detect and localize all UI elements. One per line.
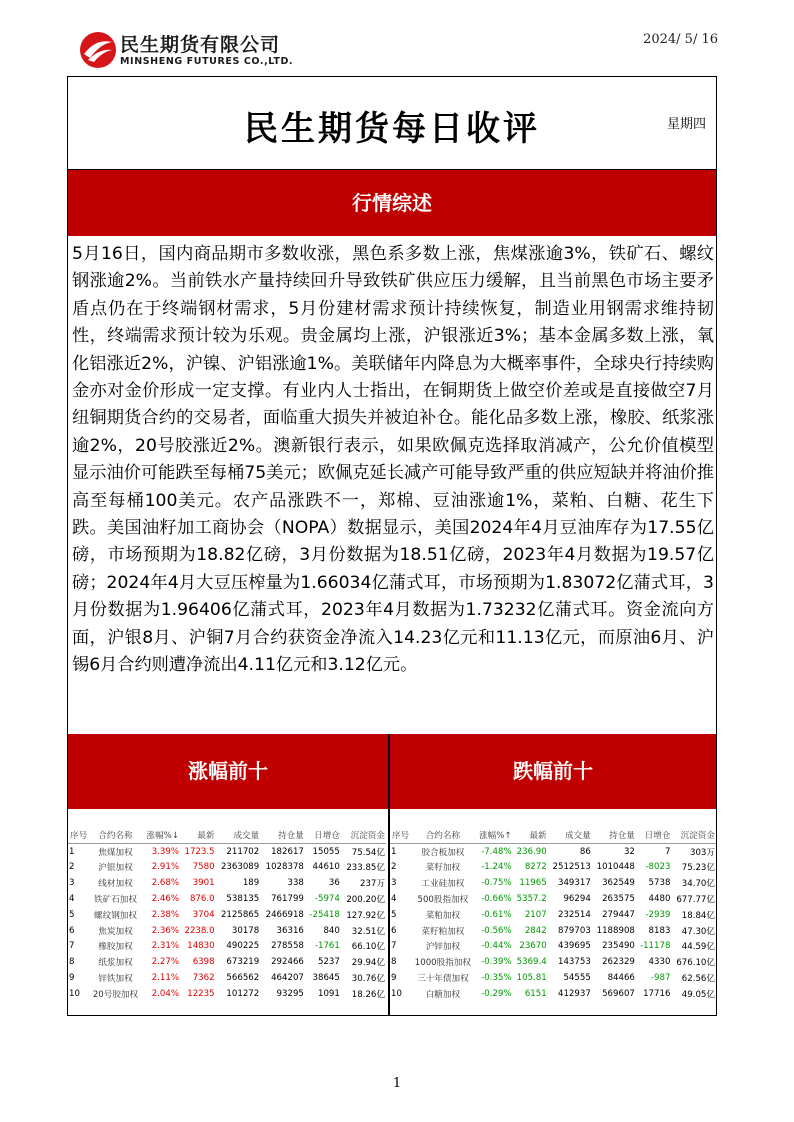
table-cell: 沪锌加权 (425, 942, 461, 953)
table-cell: 75.54亿 (351, 847, 385, 858)
table-row (68, 875, 386, 891)
table-cell: 29.94亿 (351, 958, 385, 969)
table-row (390, 986, 716, 1002)
table-cell: -1.24% (481, 862, 512, 873)
table-cell: 101272 (226, 988, 260, 999)
table-cell: 17716 (643, 988, 671, 999)
table-cell: 3704 (192, 909, 215, 920)
table-cell: 2107 (524, 909, 547, 920)
table-cell: 879703 (558, 925, 591, 936)
table-row (68, 923, 386, 939)
table-cell: 螺纹钢加权 (94, 910, 137, 921)
table-cell: 6151 (524, 988, 547, 999)
table-cell: 263575 (602, 894, 635, 905)
report-date: 2024/ 5/ 16 (643, 32, 718, 47)
column-header: 沉淀资金 (671, 827, 716, 843)
table-cell: 32 (623, 846, 635, 857)
table-row (68, 954, 386, 970)
table-cell: 761799 (271, 894, 304, 905)
table-cell: 8272 (524, 862, 547, 873)
table-cell: 8 (69, 957, 75, 968)
column-header: 涨幅%↑ (475, 827, 513, 843)
table-cell: 10 (69, 988, 80, 999)
column-header: 序号 (68, 827, 89, 843)
table-cell: 75.23亿 (681, 863, 715, 874)
table-cell: 焦煤加权 (98, 847, 133, 858)
table-cell: 538135 (226, 894, 260, 905)
column-header: 日增仓 (305, 827, 341, 843)
table-cell: -8023 (645, 862, 671, 873)
report-title: 民生期货每日收评 (244, 109, 540, 149)
company-name-cn: 民生期货有限公司 (120, 34, 281, 56)
table-cell: 237万 (360, 879, 385, 890)
column-header: 成交量 (548, 827, 592, 843)
table-cell: 三十年债加权 (417, 974, 469, 985)
table-cell: 2125865 (220, 909, 260, 920)
column-header: 序号 (390, 827, 411, 843)
table-row (68, 860, 386, 876)
column-header: 成交量 (216, 827, 261, 843)
table-row (390, 875, 716, 891)
table-cell: 236.90 (516, 846, 547, 857)
table-row (390, 939, 716, 955)
table-cell: 5237 (317, 957, 340, 968)
table-cell: 2466918 (265, 909, 304, 920)
title-row (68, 77, 716, 170)
table-cell: 676.10亿 (676, 958, 715, 969)
table-cell: 7 (391, 941, 397, 952)
column-header: 日增仓 (636, 827, 672, 843)
table-cell: 490225 (226, 941, 260, 952)
table-cell: 胶合板加权 (421, 847, 465, 858)
table-cell: -0.44% (481, 941, 512, 952)
table-cell: 7362 (192, 973, 215, 984)
table-row (390, 860, 716, 876)
table-cell: 6 (391, 925, 397, 936)
table-cell: 7 (69, 941, 75, 952)
table-cell: 66.10亿 (351, 942, 385, 953)
table-cell: 349317 (558, 878, 591, 889)
table-cell: 96294 (563, 894, 591, 905)
table-cell: -987 (650, 973, 671, 984)
table-cell: 38645 (312, 973, 340, 984)
table-cell: 8183 (648, 925, 671, 936)
table-cell: 菜籽粕加权 (421, 926, 465, 937)
table-row (68, 986, 386, 1002)
table-row (68, 970, 386, 986)
table-cell: 93295 (276, 988, 304, 999)
table-cell: 20号胶加权 (92, 989, 139, 1000)
table-cell: 18.26亿 (351, 989, 385, 1000)
table-cell: 32.51亿 (351, 926, 385, 937)
table-cell: 49.05亿 (681, 989, 715, 1000)
table-row (390, 843, 716, 859)
table-cell: 白糖加权 (425, 989, 461, 1000)
table-cell: 2 (69, 862, 75, 873)
table-cell: -0.56% (481, 925, 512, 936)
table-cell: 3901 (192, 878, 215, 889)
table-cell: 5369.4 (516, 957, 547, 968)
table-cell: 412937 (558, 988, 591, 999)
table-cell: 30.76亿 (351, 974, 385, 985)
table-row (68, 939, 386, 955)
table-cell: 143753 (558, 957, 591, 968)
table-cell: 200.20亿 (346, 895, 385, 906)
table-row (390, 891, 716, 907)
table-row (390, 954, 716, 970)
table-cell: 44.59亿 (681, 942, 715, 953)
table-cell: 2238.0 (184, 925, 215, 936)
table-cell: 677.77亿 (676, 895, 715, 906)
table-cell: 232514 (558, 909, 591, 920)
gainers-heading: 涨幅前十 (68, 734, 388, 809)
table-cell: 1723.5 (184, 846, 215, 857)
table-row (390, 907, 716, 923)
table-cell: 36316 (276, 925, 304, 936)
table-cell: 566562 (226, 973, 260, 984)
table-cell: -11178 (639, 941, 671, 952)
report-frame (67, 76, 717, 1016)
table-cell: -0.61% (481, 909, 512, 920)
table-cell: 2.11% (151, 973, 180, 984)
table-cell: 2.91% (151, 862, 180, 873)
table-cell: 橡胶加权 (98, 942, 133, 953)
column-header: 最新 (180, 827, 216, 843)
table-cell: 127.92亿 (346, 910, 385, 921)
table-cell: 2842 (524, 925, 547, 936)
overview-heading: 行情综述 (68, 170, 716, 236)
table-cell: 5 (69, 909, 75, 920)
table-cell: 菜粕加权 (425, 910, 461, 921)
column-header: 持仓量 (592, 827, 636, 843)
losers-table (390, 827, 716, 1002)
table-cell: 362549 (602, 878, 635, 889)
table-cell: 14830 (187, 941, 215, 952)
table-cell: 2512513 (552, 862, 591, 873)
table-cell: -0.29% (481, 988, 512, 999)
table-row (68, 891, 386, 907)
table-cell: 3 (69, 878, 75, 889)
table-cell: 569607 (602, 988, 635, 999)
table-cell: 9 (69, 973, 75, 984)
table-cell: -1761 (314, 941, 340, 952)
table-cell: 2.36% (151, 925, 180, 936)
column-header: 持仓量 (260, 827, 305, 843)
table-cell: 6 (69, 925, 75, 936)
table-cell: 62.56亿 (681, 974, 715, 985)
table-cell: 2.04% (151, 988, 180, 999)
table-cell: -0.75% (481, 878, 512, 889)
table-cell: -2939 (645, 909, 671, 920)
table-row (390, 970, 716, 986)
table-cell: 1028378 (265, 862, 304, 873)
table-cell: 233.85亿 (346, 863, 385, 874)
table-cell: 23670 (519, 941, 547, 952)
table-cell: 2.68% (151, 878, 180, 889)
table-cell: 4330 (648, 957, 671, 968)
table-cell: 292466 (271, 957, 304, 968)
table-cell: 5738 (648, 878, 671, 889)
table-cell: 12235 (187, 988, 215, 999)
table-cell: -0.35% (481, 973, 512, 984)
column-header: 沉淀资金 (341, 827, 386, 843)
column-header: 合约名称 (89, 827, 141, 843)
table-cell: 34.70亿 (681, 879, 715, 890)
table-cell: 189 (242, 878, 260, 889)
table-cell: 1000股指加权 (414, 958, 472, 969)
table-cell: 182617 (271, 846, 304, 857)
gainers-table (68, 827, 386, 1002)
table-cell: 54555 (563, 973, 591, 984)
table-cell: 10 (391, 988, 402, 999)
table-cell: 焦炭加权 (98, 926, 133, 937)
table-cell: 44610 (312, 862, 340, 873)
table-row (390, 923, 716, 939)
table-cell: 3 (391, 878, 397, 889)
company-logo (78, 28, 318, 72)
table-cell: 菜籽加权 (425, 863, 461, 874)
table-cell: 2363089 (220, 862, 260, 873)
table-cell: 105.81 (516, 973, 547, 984)
table-cell: 1010448 (596, 862, 635, 873)
table-cell: 18.84亿 (681, 910, 715, 921)
minsheng-logo-icon (78, 30, 118, 70)
table-cell: 5 (391, 909, 397, 920)
column-header: 合约名称 (411, 827, 475, 843)
table-cell: 4480 (648, 894, 671, 905)
table-cell: 876.0 (189, 894, 215, 905)
table-cell: 纸浆加权 (98, 958, 133, 969)
table-cell: 673219 (226, 957, 260, 968)
table-cell: 3.39% (151, 846, 180, 857)
table-cell: 303万 (690, 847, 715, 858)
table-cell: 锌铁加权 (98, 974, 133, 985)
weekday-label: 星期四 (666, 117, 706, 132)
table-cell: 840 (323, 925, 340, 936)
table-cell: 2 (391, 862, 397, 873)
table-cell: 278558 (271, 941, 304, 952)
table-cell: 11965 (519, 878, 547, 889)
table-cell: 4 (391, 894, 397, 905)
table-cell: 2.46% (151, 894, 180, 905)
table-cell: 47.30亿 (681, 926, 715, 937)
table-cell: -0.66% (481, 894, 512, 905)
table-row (68, 843, 386, 859)
table-cell: 262329 (602, 957, 635, 968)
table-cell: 235490 (602, 941, 635, 952)
page-number: 1 (392, 1076, 402, 1091)
table-cell: 工业硅加权 (421, 879, 465, 890)
table-cell: 86 (579, 846, 591, 857)
table-cell: 8 (391, 957, 397, 968)
overview-body: 5月16日，国内商品期市多数收涨，黑色系多数上涨，焦煤涨逾3%，铁矿石、螺纹钢涨逾2%。当前铁水产量持续回升导致铁矿供应压力缓解，且当前黑色市场主要矛盾点仍在于终端钢材需求，5月份建材需求预计持续恢复，制造业用钢需求维持韧性，终端需求预计较为乐观。贵金属均上涨，沪银涨近3%；基本金属多数上涨，氧化铝涨近2%，沪镍、沪铝涨逾1%。美联储年内降息为大概率事件，全球央行持续购金亦对金价形成一定支撑。有业内人士指出，在铜期货上做空价差或是直接做空7月纽铜期货合约的交易者，面临重大损失并被迫补仓。能化品多数上涨，橡胶、纸浆涨逾2%，20号胶涨近2%。澳新银行表示，如果欧佩克选择取消减产，公允价值模型显示油价可能跌至每桶75美元；欧佩克延长减产可能导致严重的供应短缺并将油价推高至每桶100美元。农产品涨跌不一，郑棉、豆油涨逾1%，菜粕、白糖、花生下跌。美国油籽加工商协会（NOPA）数据显示，美国2024年4月豆油库存为17.55亿磅，市场预期为18.82亿磅，3月份数据为18.51亿磅，2023年4月数据为19.57亿磅；2024年4月大豆压榨量为1.66034亿蒲式耳，市场预期为1.83072亿蒲式耳，3月份数据为1.96406亿蒲式耳，2023年4月数据为1.73232亿蒲式耳。资金流向方面，沪银8月、沪铜7月合约获资金净流入14.23亿元和11.13亿元，而原油6月、沪锡6月合约则遭净流出4.11亿元和3.12亿元。 (72, 244, 714, 676)
table-cell: 沪银加权 (98, 863, 133, 874)
table-cell: 464207 (271, 973, 304, 984)
table-cell: -5974 (314, 894, 340, 905)
table-cell: 1091 (317, 988, 340, 999)
table-cell: 439695 (558, 941, 591, 952)
table-cell: 7 (664, 846, 671, 857)
table-cell: 7580 (192, 862, 215, 873)
table-cell: 338 (287, 878, 304, 889)
table-cell: 30178 (231, 925, 260, 936)
company-name-en: MINSHENG FUTURES CO.,LTD. (120, 56, 294, 67)
table-cell: 9 (391, 973, 397, 984)
table-cell: 5357.2 (516, 894, 547, 905)
table-cell: 36 (328, 878, 340, 889)
table-cell: 2.27% (151, 957, 180, 968)
table-row (68, 907, 386, 923)
table-cell: 1 (391, 846, 397, 857)
table-cell: 4 (69, 894, 75, 905)
table-cell: 84466 (607, 973, 635, 984)
table-cell: -25418 (309, 909, 340, 920)
table-cell: 15055 (312, 846, 340, 857)
table-cell: 211702 (226, 846, 260, 857)
table-cell: 279447 (602, 909, 635, 920)
table-cell: 2.31% (151, 941, 180, 952)
table-cell: -7.48% (481, 846, 512, 857)
table-cell: -0.39% (481, 957, 512, 968)
table-cell: 1188908 (596, 925, 635, 936)
losers-heading: 跌幅前十 (390, 734, 716, 809)
table-cell: 线材加权 (98, 879, 133, 890)
table-cell: 6398 (192, 957, 215, 968)
table-cell: 铁矿石加权 (94, 895, 137, 906)
table-cell: 500股指加权 (417, 895, 469, 906)
table-cell: 1 (69, 846, 75, 857)
column-header: 最新 (513, 827, 548, 843)
column-header: 涨幅%↓ (142, 827, 180, 843)
table-cell: 2.38% (151, 909, 180, 920)
